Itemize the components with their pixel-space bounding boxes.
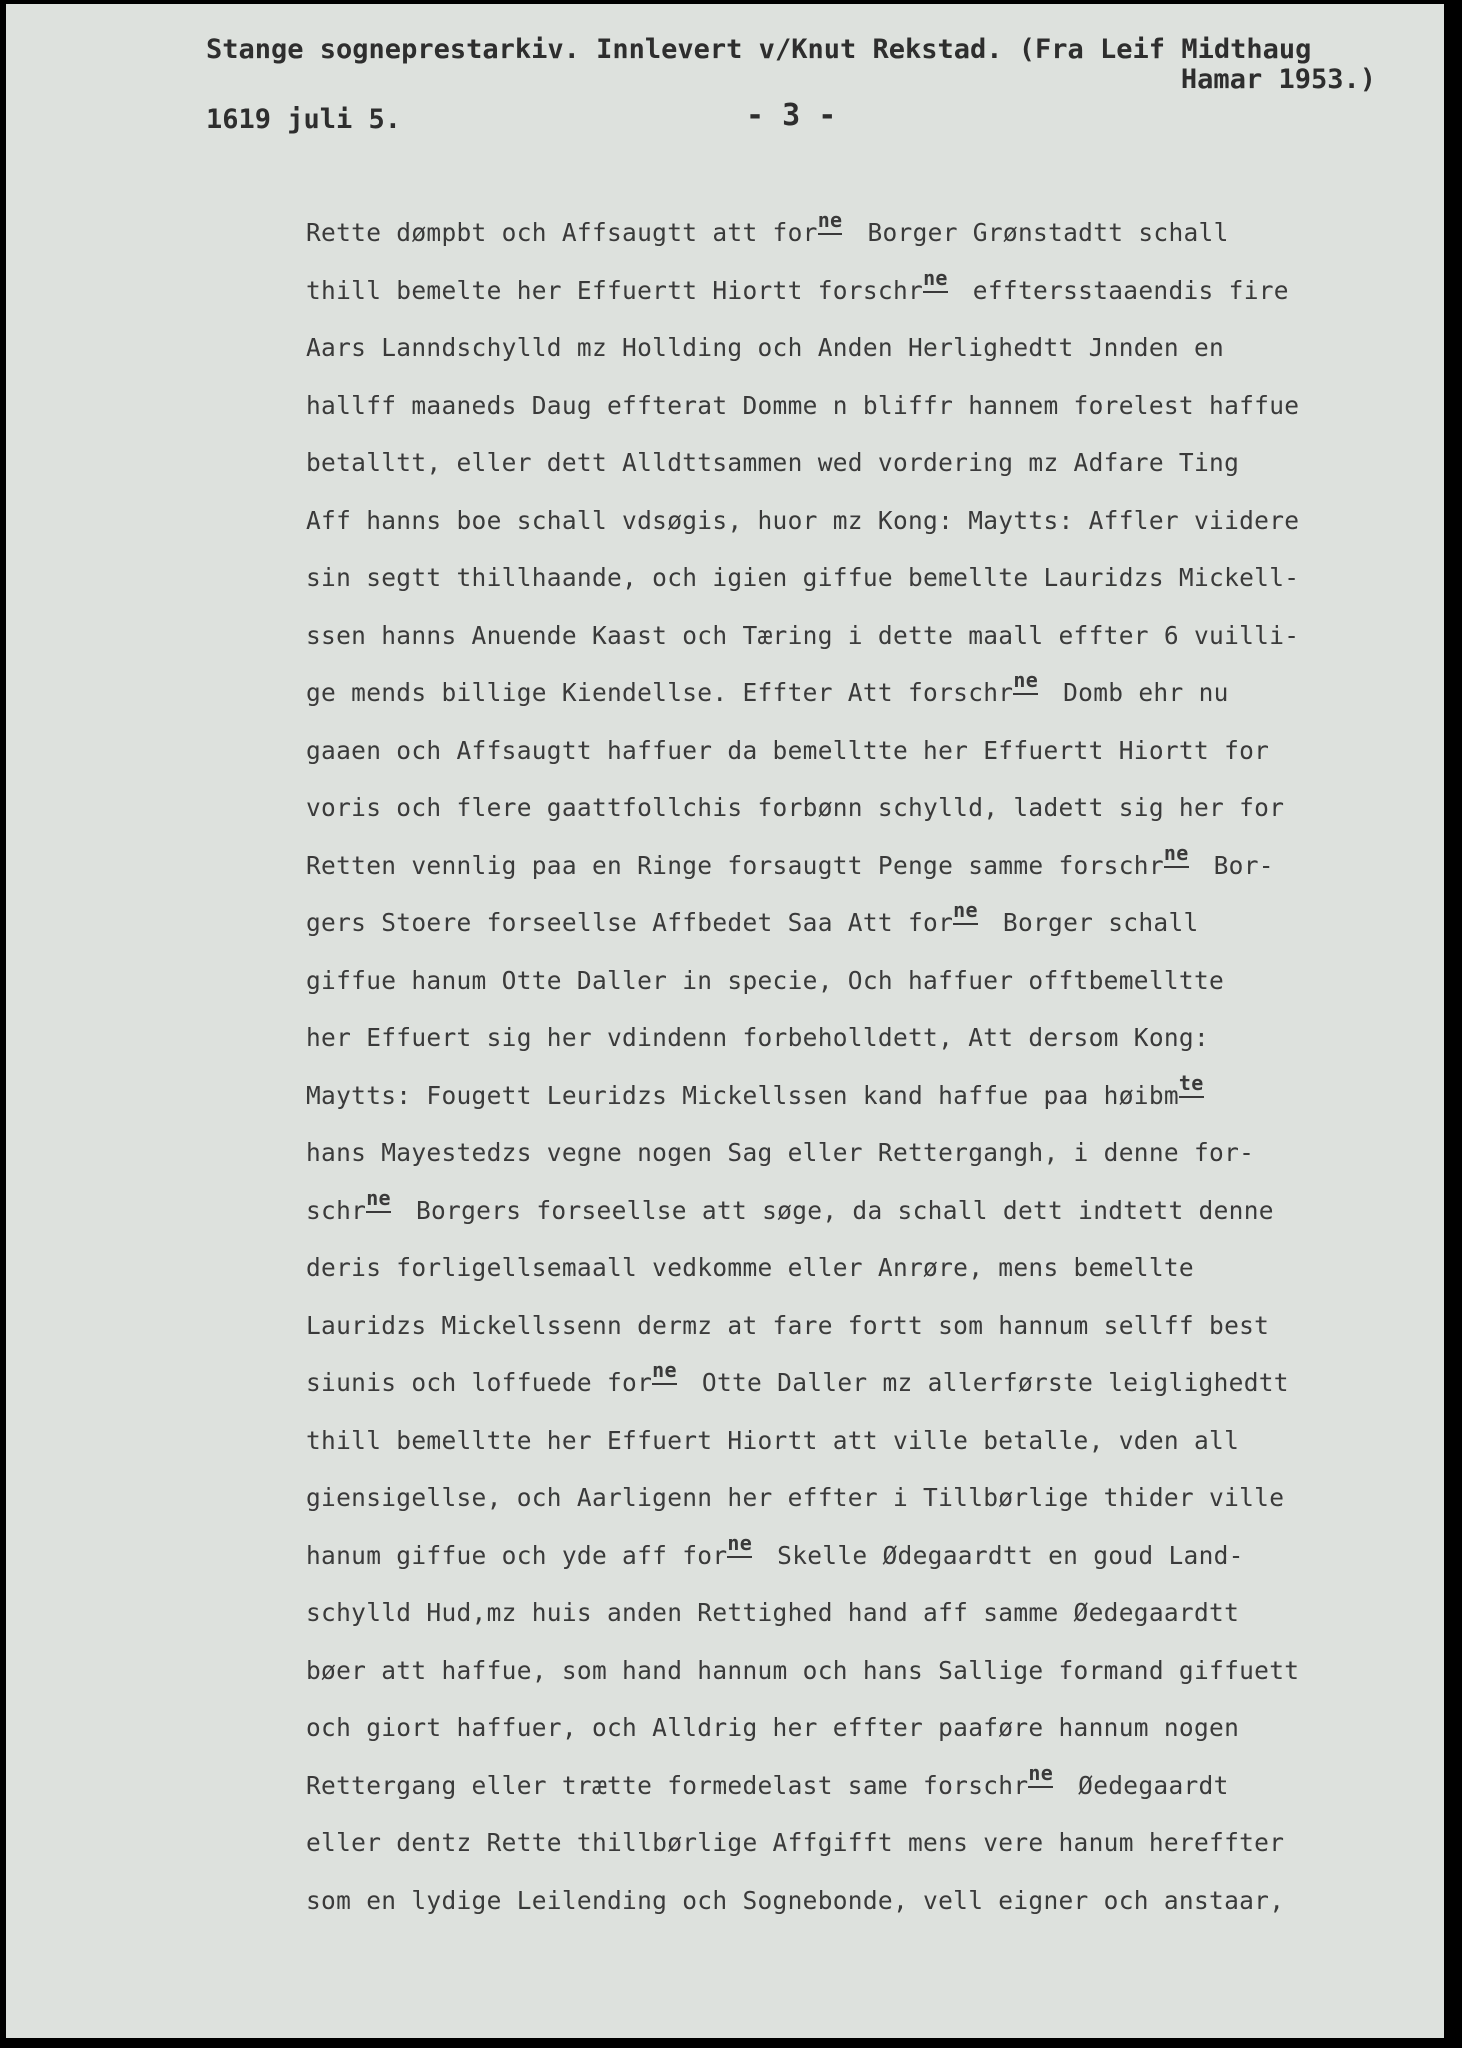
text-line xyxy=(306,549,1444,607)
text-line xyxy=(306,607,1444,665)
text-line-segment: siunis och loffuede for xyxy=(306,1368,653,1397)
text-line xyxy=(306,1067,1444,1125)
text-line-segment: Retten vennlig paa en Ringe forsaugtt Penge samme forschr xyxy=(306,850,1164,880)
text-line-segment: giensigellse, och Aarligenn her effter i Tillbørlige thider ville xyxy=(306,1483,1285,1512)
text-line-segment: som en lydige Leilending och Sognebonde, vell eigner och anstaar, xyxy=(306,1885,1285,1915)
text-line-segment: thill bemelte her Effuertt Hiortt forschr xyxy=(306,275,924,305)
superscript-abbreviation: ne xyxy=(953,900,978,925)
text-line-segment: efftersstaaendis fire xyxy=(957,275,1289,305)
superscript-abbreviation: ne xyxy=(923,268,948,293)
text-line xyxy=(306,1814,1444,1872)
text-line-segment: Øedegaardt xyxy=(1063,1770,1229,1800)
text-line xyxy=(306,722,1444,780)
superscript-abbreviation: ne xyxy=(727,1533,752,1558)
text-line xyxy=(306,952,1444,1010)
text-line xyxy=(306,492,1444,550)
text-line-segment: Rettergang eller trætte formedelast same forschr xyxy=(306,1770,1029,1800)
text-line-segment: Maytts: Fougett Leuridzs Mickellssen kand haffue paa høibm xyxy=(306,1080,1179,1110)
text-line-segment: Aff hanns boe schall vdsøgis, huor mz Kong: Maytts: Affler viidere xyxy=(306,505,1300,535)
text-line xyxy=(306,837,1444,895)
text-line xyxy=(306,434,1444,492)
text-line xyxy=(306,1354,1444,1412)
text-line-segment: Bor- xyxy=(1198,850,1274,880)
superscript-abbreviation: ne xyxy=(366,1188,391,1213)
text-line xyxy=(306,894,1444,952)
text-line-segment: hans Mayestedzs vegne nogen Sag eller Rettergangh, i denne for- xyxy=(306,1138,1255,1167)
text-line-segment: hallff maaneds Daug effterat Domme n bliffr hannem forelest haffue xyxy=(306,390,1300,420)
text-line xyxy=(306,664,1444,722)
document-page xyxy=(6,4,1444,2038)
text-line xyxy=(306,1182,1444,1240)
text-line xyxy=(306,1297,1444,1355)
text-line-segment: betalltt, eller dett Alldttsammen wed vordering mz Adfare Ting xyxy=(306,448,1240,477)
text-line-segment: Borger Grønstadtt schall xyxy=(852,218,1229,247)
text-line-segment: Borgers forseellse att søge, da schall dett indtett denne xyxy=(400,1195,1274,1225)
text-line xyxy=(306,1412,1444,1470)
text-line xyxy=(306,1757,1444,1815)
text-line-segment: och giort haffuer, och Alldrig her effter paaføre hannum nogen xyxy=(306,1713,1240,1742)
superscript-abbreviation: ne xyxy=(1164,843,1189,868)
text-line-segment: Lauridzs Mickellssenn dermz at fare fortt som hannum sellff best xyxy=(306,1310,1270,1340)
text-line-segment: schr xyxy=(306,1195,367,1225)
superscript-abbreviation: ne xyxy=(652,1360,677,1385)
text-line-segment: eller dentz Rette thillbørlige Affgifft mens vere hanum hereffter xyxy=(306,1828,1285,1857)
text-line xyxy=(306,1584,1444,1642)
text-line-segment: voris och flere gaattfollchis forbønn schylld, ladett sig her for xyxy=(306,793,1285,822)
text-line-segment: sin segtt thillhaande, och igien giffue bemellte Lauridzs Mickell- xyxy=(306,563,1300,592)
archive-header xyxy=(206,34,1416,144)
text-line xyxy=(306,319,1444,377)
text-line-segment: ge mends billige Kiendellse. Effter Att forschr xyxy=(306,678,1014,707)
text-line-segment: Aars Lanndschylld mz Hollding och Anden Herlighedtt Jnnden en xyxy=(306,333,1225,362)
text-line xyxy=(306,1124,1444,1182)
archive-source-continuation: Hamar 1953.) xyxy=(1180,64,1376,95)
text-line xyxy=(306,1239,1444,1297)
text-line xyxy=(306,1872,1444,1930)
text-line-segment: thill bemelltte her Effuert Hiortt att ville betalle, vden all xyxy=(306,1425,1240,1455)
text-line-segment: her Effuert sig her vdindenn forbeholldett, Att dersom Kong: xyxy=(306,1023,1210,1052)
text-line xyxy=(306,262,1444,320)
text-line-segment: bøer att haffue, som hand hannum och hans Sallige formand giffuett xyxy=(306,1655,1300,1685)
superscript-abbreviation: ne xyxy=(818,210,843,235)
superscript-abbreviation: te xyxy=(1179,1073,1204,1098)
text-line-segment: gaaen och Affsaugtt haffuer da bemelltte her Effuertt Hiortt for xyxy=(306,735,1270,765)
archive-source-line: Stange sogneprestarkiv. Innlevert v/Knut Rekstad. (Fra Leif Midthaug xyxy=(206,34,1312,65)
transcription-body xyxy=(306,204,1444,1929)
text-line xyxy=(306,1009,1444,1067)
text-line-segment: Borger schall xyxy=(987,908,1199,937)
text-line-segment: deris forligellsemaall vedkomme eller Anrøre, mens bemellte xyxy=(306,1253,1194,1282)
text-line-segment: giffue hanum Otte Daller in specie, Och haffuer offtbemelltte xyxy=(306,965,1225,995)
text-line xyxy=(306,204,1444,262)
superscript-abbreviation: ne xyxy=(1028,1763,1053,1788)
text-line-segment: Skelle Ødegaardtt en goud Land- xyxy=(762,1540,1244,1570)
text-line-segment: gers Stoere forseellse Affbedet Saa Att for xyxy=(306,908,954,937)
text-line-segment: hanum giffue och yde aff for xyxy=(306,1540,728,1570)
superscript-abbreviation: ne xyxy=(1013,670,1038,695)
text-line xyxy=(306,1527,1444,1585)
text-line-segment: Domb ehr nu xyxy=(1048,678,1229,707)
text-line-segment: schylld Hud,mz huis anden Rettighed hand aff samme Øedegaardtt xyxy=(306,1598,1240,1627)
document-date: 1619 juli 5. xyxy=(206,104,402,135)
text-line-segment: Otte Daller mz allerførste leiglighedtt xyxy=(686,1368,1289,1397)
text-line-segment: ssen hanns Anuende Kaast och Tæring i dette maall effter 6 vuilli- xyxy=(306,620,1300,650)
text-line xyxy=(306,1699,1444,1757)
text-line-segment: Rette dømpbt och Affsaugtt att for xyxy=(306,218,818,247)
text-line xyxy=(306,377,1444,435)
page-number: - 3 - xyxy=(746,98,837,133)
text-line xyxy=(306,1642,1444,1700)
text-line xyxy=(306,1469,1444,1527)
text-line xyxy=(306,779,1444,837)
